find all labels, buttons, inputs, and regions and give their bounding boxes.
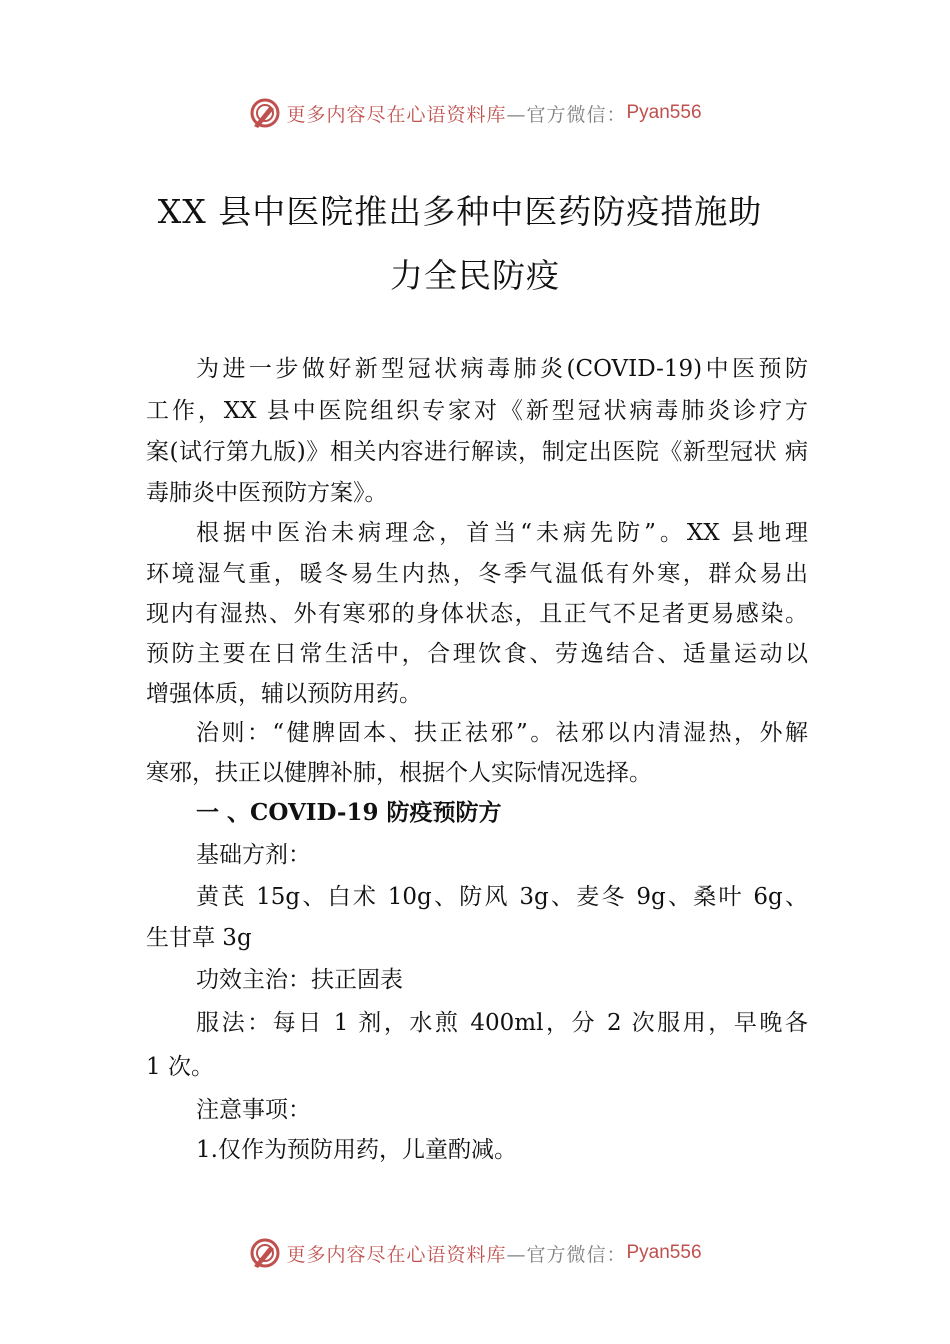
paragraph-line: 毒肺炎中医预防方案》。 [146,480,388,506]
notes-label: 注意事项： [196,1097,311,1123]
paragraph-line: 现内有湿热、外有寒邪的身体状态，且正气不足者更易感染。 [146,601,808,627]
banner-grey-text: —官方微信： [506,1243,627,1266]
banner-wechat-id: Pyan556 [626,102,702,123]
banner-grey-text: —官方微信： [506,103,627,126]
banner-red-text: 更多内容尽在心语资料库 [286,1243,507,1266]
banner-red-text: 更多内容尽在心语资料库 [286,103,507,126]
section-heading: 一 、COVID-19 防疫预防方 [196,799,502,826]
note-item: 1.仅作为预防用药，儿童酌减。 [196,1137,517,1163]
usage-line: 服法：每日 1 剂，水煎 400ml，分 2 次服用，早晚各 [196,1010,808,1036]
paragraph-line: 预防主要在日常生活中，合理饮食、劳逸结合、适量运动以 [146,641,808,667]
pen-logo-icon [248,1236,282,1270]
recipe-line: 黄芪 15g、白术 10g、防风 3g、麦冬 9g、桑叶 6g、 [196,884,808,910]
paragraph-line: 环境湿气重，暖冬易生内热，冬季气温低有外寒，群众易出 [146,561,808,587]
effect-line: 功效主治：扶正固表 [196,967,403,993]
paragraph-line: 为进一步做好新型冠状病毒肺炎(COVID-19)中医预防 [196,356,808,382]
paragraph-line: 案(试行第九版)》相关内容进行解读，制定出医院《新型冠状 病 [146,439,808,465]
basic-recipe-label: 基础方剂： [196,842,311,868]
paragraph-line: 工作，XX 县中医院组织专家对《新型冠状病毒肺炎诊疗方 [146,398,808,424]
paragraph-line: 治则：“健脾固本、扶正祛邪”。祛邪以内清湿热，外解 [196,720,808,746]
footer-watermark [0,1236,950,1270]
banner-wechat-id: Pyan556 [626,1242,702,1263]
paragraph-line: 根据中医治未病理念，首当“未病先防”。XX 县地理 [196,520,808,546]
paragraph-line: 寒邪，扶正以健脾补肺，根据个人实际情况选择。 [146,760,652,786]
header-watermark [0,96,950,130]
page-title-line1: XX 县中医院推出多种中医药防疫措施助 [157,192,763,231]
usage-line: 1 次。 [146,1054,214,1080]
page-title-line2: 力全民防疫 [390,256,560,295]
paragraph-line: 增强体质，辅以预防用药。 [146,681,422,707]
recipe-line: 生甘草 3g [146,925,252,951]
pen-logo-icon [248,96,282,130]
